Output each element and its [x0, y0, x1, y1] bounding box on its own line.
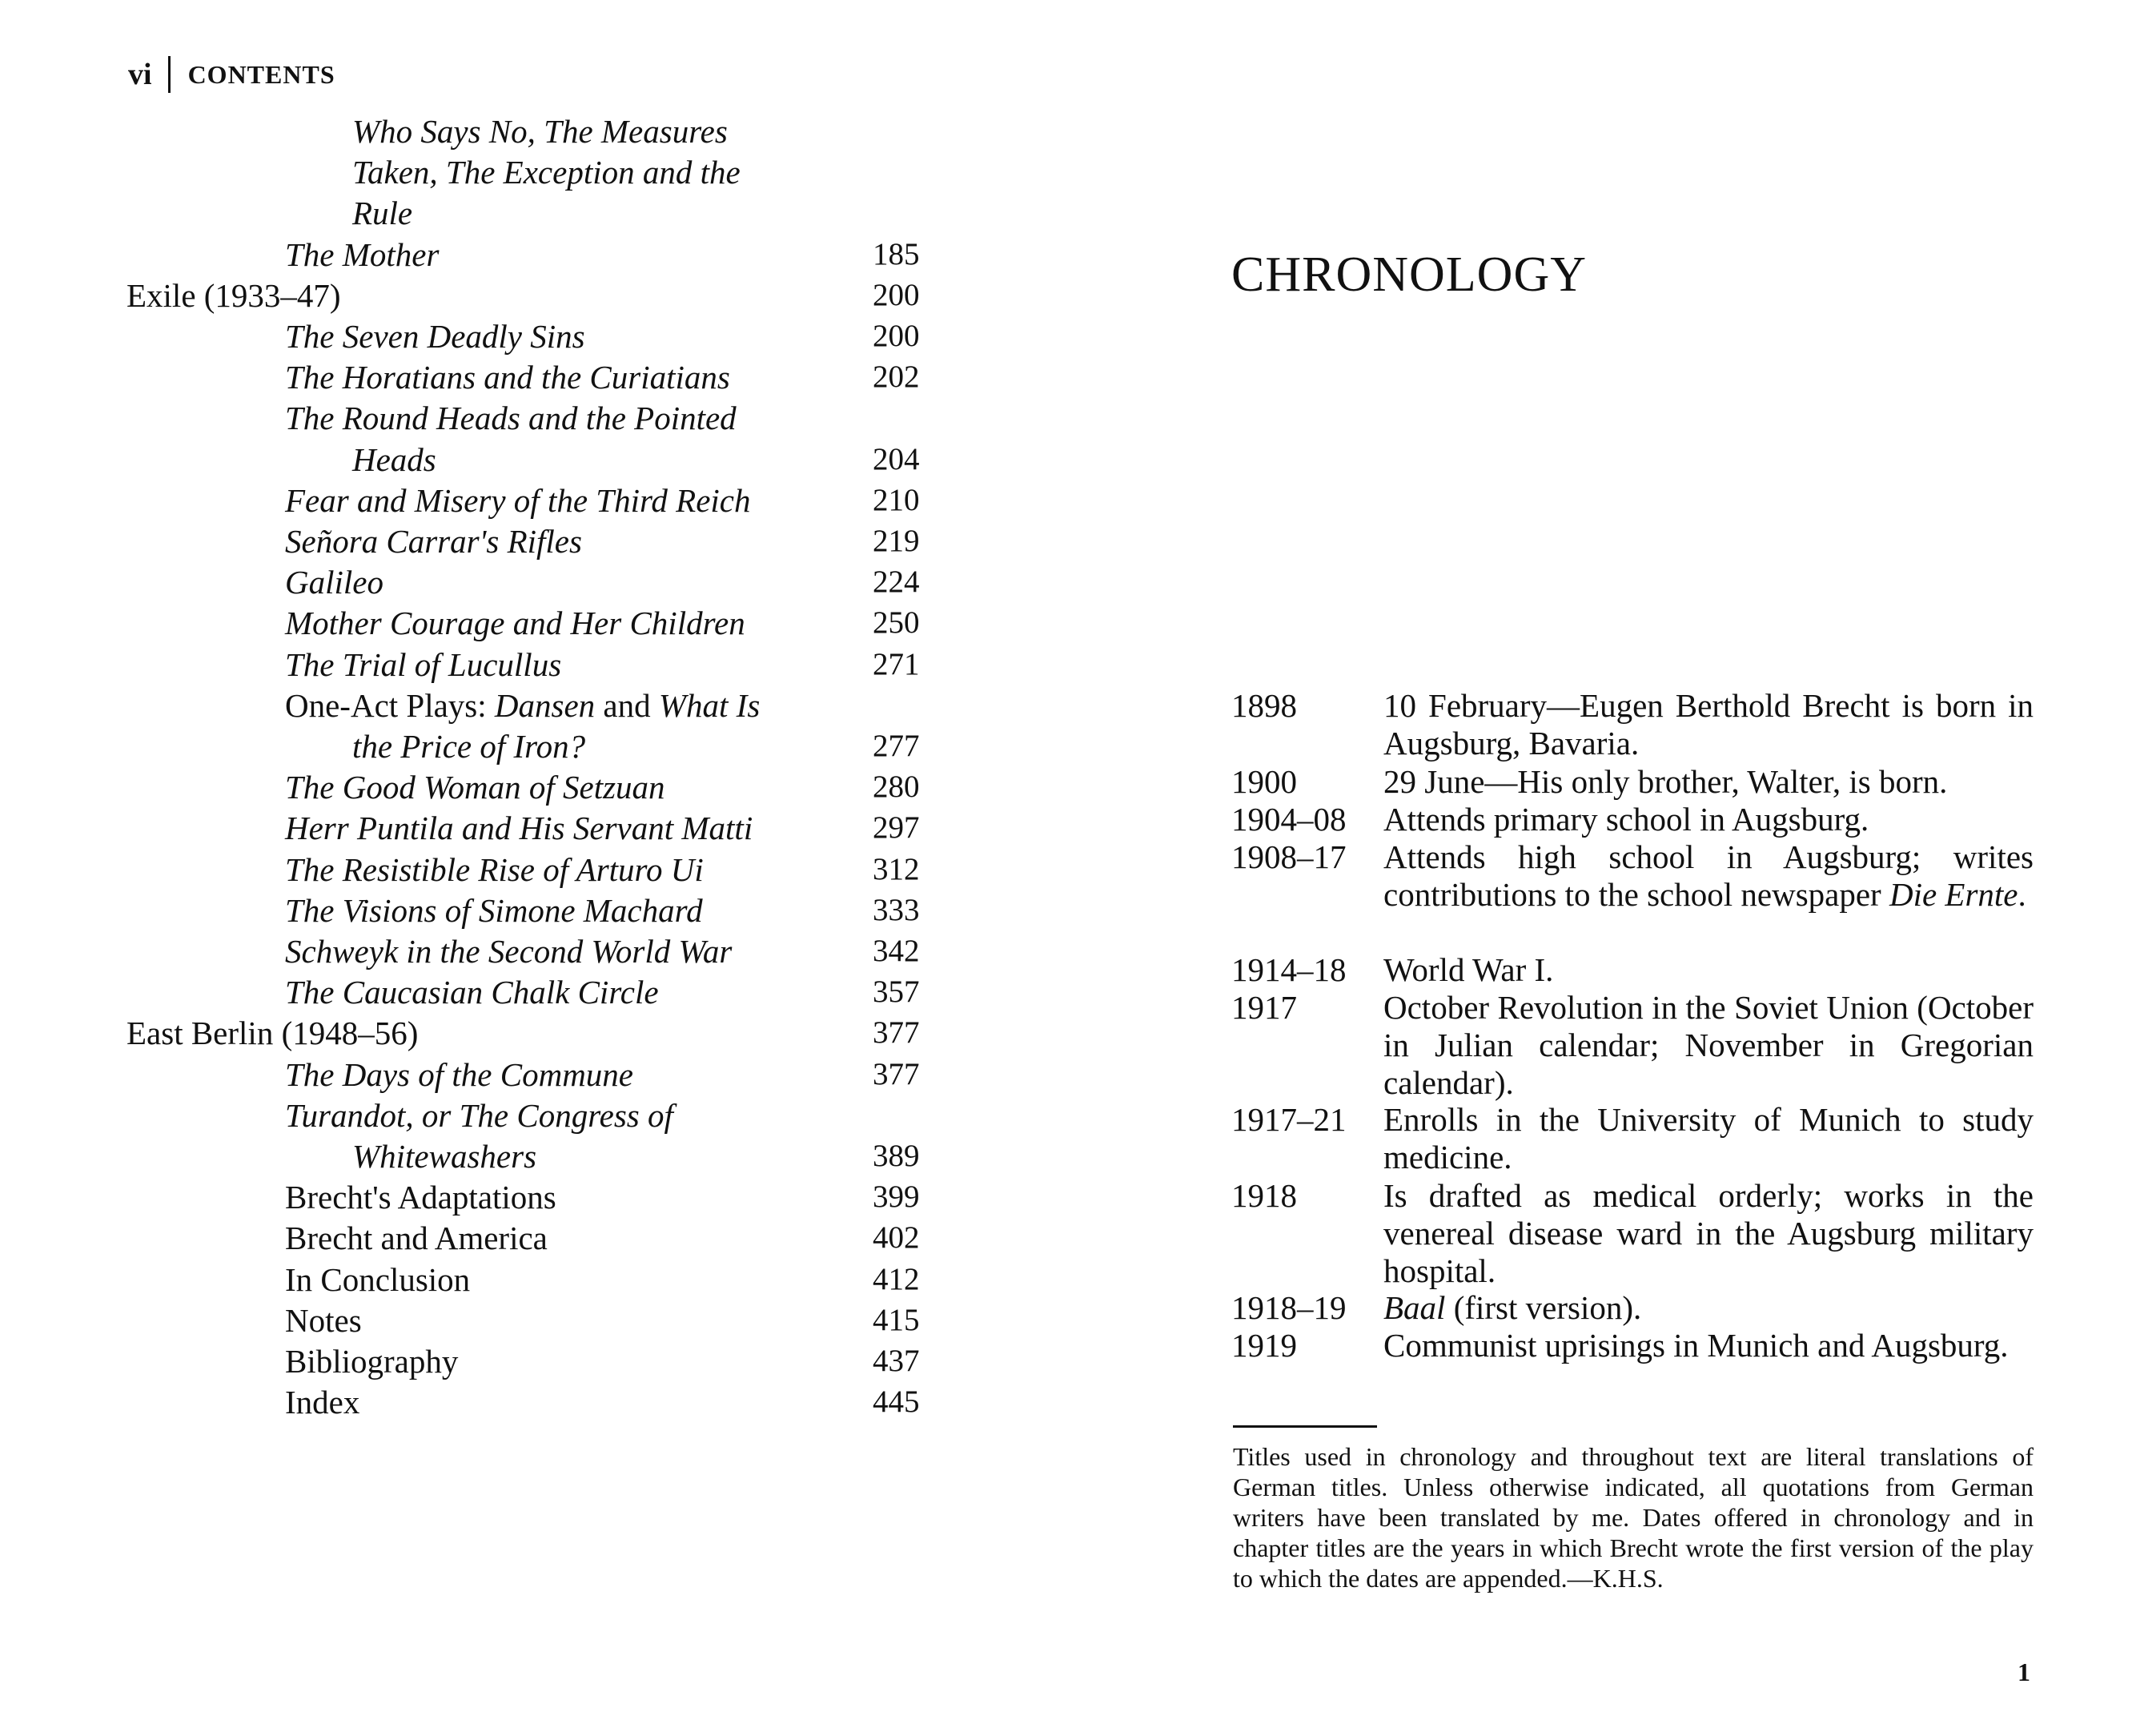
text-segment: Die Ernte	[1889, 876, 2018, 913]
contents-entry-title	[352, 725, 585, 767]
text-segment: October Revolution in the Soviet Union (October in Julian calendar; November in Gregorian calendar).	[1383, 989, 2034, 1101]
contents-entry-page: 297	[873, 810, 920, 845]
running-head-divider	[168, 56, 171, 93]
contents-entry-title	[352, 439, 436, 480]
contents-entry-title	[285, 1217, 548, 1259]
contents-entry-page: 219	[873, 524, 920, 558]
chronology-event	[1383, 951, 2034, 989]
contents-entry	[0, 602, 1068, 644]
text-segment: In Conclusion	[285, 1261, 471, 1298]
contents-entry	[0, 1217, 1068, 1259]
chronology-year: 1919	[1231, 1327, 1297, 1364]
contents-entry-title	[285, 971, 659, 1013]
contents-entry-page: 185	[873, 237, 920, 271]
text-segment: The Visions of Simone Machard	[285, 892, 703, 929]
contents-entry-title	[285, 1095, 673, 1136]
contents-entry-page: 333	[873, 893, 920, 927]
footnote: Titles used in chronology and throughout text are literal translations of German titles. Unless otherwise indicated, all quotations from German writers have been translated by me. Dates offered in chronology and in chapter titles are the years in which Brecht wrote the first version of the play to which the dates are appended.—K.H.S.	[1233, 1442, 2034, 1593]
text-segment: Señora Carrar's Rifles	[285, 523, 582, 560]
text-segment: The Resistible Rise of Arturo Ui	[285, 851, 704, 888]
contents-entry-title	[285, 849, 704, 890]
contents-entry-title	[126, 1012, 418, 1054]
text-segment: Whitewashers	[352, 1138, 537, 1175]
text-segment: Dansen	[494, 687, 596, 724]
text-segment: Exile (1933–47)	[126, 277, 341, 314]
text-segment: One-Act Plays:	[285, 687, 495, 724]
contents-entry-title	[285, 1300, 362, 1341]
contents-entry-title	[285, 315, 585, 357]
text-segment: Rule	[352, 195, 413, 231]
contents-entry	[0, 1340, 1068, 1382]
chronology-event	[1383, 687, 2034, 762]
contents-entry	[0, 1054, 1068, 1095]
contents-entry-title	[285, 520, 582, 562]
chronology-year: 1918–19	[1231, 1289, 1347, 1326]
text-segment: The Days of the Commune	[285, 1056, 634, 1093]
contents-entry	[0, 849, 1068, 890]
chronology-year: 1918	[1231, 1177, 1297, 1214]
text-segment: and	[595, 687, 659, 724]
contents-entry	[0, 275, 1068, 316]
contents-entry-title	[352, 1135, 536, 1177]
contents-entry-title	[285, 1259, 470, 1300]
chronology-year: 1917	[1231, 989, 1297, 1026]
contents-entry-page: 200	[873, 319, 920, 353]
text-segment: Mother Courage and Her Children	[285, 605, 745, 641]
text-segment: Attends primary school in Augsburg.	[1383, 801, 1869, 838]
contents-entry-page: 377	[873, 1015, 920, 1050]
text-segment: 10 February—Eugen Berthold Brecht is born in Augsburg, Bavaria.	[1383, 687, 2034, 762]
running-head-title: CONTENTS	[187, 59, 335, 89]
contents-entry	[0, 1012, 1068, 1054]
contents-entry-page: 415	[873, 1303, 920, 1337]
contents-entry	[0, 725, 1068, 767]
chronology-year: 1917–21	[1231, 1101, 1347, 1138]
chronology-year: 1908–17	[1231, 838, 1347, 875]
text-segment: the Price of Iron?	[352, 728, 586, 765]
text-segment: Fear and Misery of the Third Reich	[285, 482, 751, 519]
text-segment: Brecht and America	[285, 1220, 548, 1256]
contents-entry-page: 399	[873, 1179, 920, 1214]
contents-entry	[0, 766, 1068, 808]
contents-entry-page: 402	[873, 1220, 920, 1255]
text-segment: East Berlin (1948–56)	[126, 1015, 419, 1051]
text-segment: Index	[285, 1384, 360, 1421]
text-segment: Turandot, or The Congress of	[285, 1097, 673, 1134]
contents-entry-title	[285, 766, 665, 808]
contents-entry-title	[285, 930, 732, 972]
contents-entry-page: 277	[873, 729, 920, 763]
contents-entry-title	[285, 890, 703, 931]
text-segment: Attends high school in Augsburg; writes contributions to the school newspaper	[1383, 838, 2034, 913]
contents-entry-title	[285, 356, 730, 398]
chronology-event	[1383, 838, 2034, 914]
contents-entry	[0, 234, 1068, 275]
text-segment: The Seven Deadly Sins	[285, 318, 585, 355]
contents-entry	[0, 192, 1068, 234]
contents-entry	[0, 1095, 1068, 1136]
chronology-year: 1898	[1231, 687, 1297, 724]
contents-entry	[0, 561, 1068, 603]
chronology-event	[1383, 1101, 2034, 1176]
contents-entry-title	[126, 275, 341, 316]
chronology-event	[1383, 1289, 2034, 1327]
text-segment: The Horatians and the Curiatians	[285, 359, 730, 396]
contents-entry-title	[285, 1340, 458, 1382]
chronology-year: 1900	[1231, 763, 1297, 800]
text-segment: (first version).	[1445, 1289, 1642, 1326]
chronology-event	[1383, 989, 2034, 1102]
text-segment: What Is	[658, 687, 761, 724]
text-segment: .	[2018, 876, 2026, 913]
text-segment: Baal	[1383, 1289, 1446, 1326]
text-segment: Is drafted as medical orderly; works in the venereal disease ward in the Augsburg military hospital.	[1383, 1177, 2034, 1289]
text-segment: Brecht's Adaptations	[285, 1179, 556, 1216]
contents-entry-title	[352, 192, 412, 234]
contents-entry-title	[285, 1054, 633, 1095]
chronology-event	[1383, 763, 2034, 801]
contents-entry-title	[285, 807, 753, 849]
contents-entry-title	[352, 151, 741, 193]
contents-entry-page: 250	[873, 605, 920, 640]
text-segment: The Caucasian Chalk Circle	[285, 974, 659, 1011]
contents-entry-title	[352, 111, 728, 152]
contents-entry-title	[285, 685, 760, 726]
text-segment: The Round Heads and the Pointed	[285, 400, 737, 436]
chronology-year: 1914–18	[1231, 951, 1347, 988]
contents-entry	[0, 439, 1068, 480]
contents-entry-title	[285, 234, 439, 275]
contents-entry	[0, 1135, 1068, 1177]
contents-entry	[0, 1176, 1068, 1218]
contents-entry-page: 280	[873, 770, 920, 804]
text-segment: World War I.	[1383, 951, 1554, 988]
contents-entry-page: 445	[873, 1384, 920, 1419]
chronology-event	[1383, 801, 2034, 838]
contents-entry	[0, 685, 1068, 726]
text-segment: Communist uprisings in Munich and Augsburg.	[1383, 1327, 2009, 1364]
contents-entry-page: 377	[873, 1057, 920, 1091]
contents-entry	[0, 930, 1068, 972]
contents-entry-title	[285, 480, 751, 521]
text-segment: The Good Woman of Setzuan	[285, 769, 665, 806]
contents-entry	[0, 356, 1068, 398]
chronology-event	[1383, 1327, 2034, 1364]
contents-entry	[0, 480, 1068, 521]
page-number-right: 1	[2018, 1658, 2030, 1686]
contents-entry	[0, 890, 1068, 931]
contents-entry	[0, 111, 1068, 152]
contents-entry-page: 210	[873, 483, 920, 517]
chronology-title: CHRONOLOGY	[1231, 247, 1587, 302]
contents-entry-page: 312	[873, 852, 920, 886]
contents-entry-title	[285, 1176, 556, 1218]
text-segment: The Mother	[285, 236, 440, 273]
contents-entry-page: 412	[873, 1262, 920, 1296]
contents-entry	[0, 1259, 1068, 1300]
contents-entry-page: 202	[873, 360, 920, 394]
text-segment: Taken, The Exception and the	[352, 154, 741, 191]
text-segment: Bibliography	[285, 1343, 459, 1380]
text-segment: Galileo	[285, 564, 383, 601]
text-segment: Enrolls in the University of Munich to study medicine.	[1383, 1101, 2034, 1175]
contents-entry	[0, 520, 1068, 562]
contents-entry-page: 271	[873, 647, 920, 681]
contents-entry	[0, 151, 1068, 193]
contents-entry-page: 389	[873, 1139, 920, 1173]
text-segment: Schweyk in the Second World War	[285, 933, 733, 970]
contents-entry-title	[285, 561, 383, 603]
chronology-year: 1904–08	[1231, 801, 1347, 838]
contents-entry-page: 224	[873, 565, 920, 599]
contents-entry	[0, 315, 1068, 357]
running-head	[128, 56, 335, 93]
contents-entry-page: 437	[873, 1344, 920, 1378]
contents-entry-title	[285, 644, 561, 685]
text-segment: Heads	[352, 441, 436, 478]
contents-entry-page: 200	[873, 278, 920, 312]
text-segment: Herr Puntila and His Servant Matti	[285, 810, 753, 846]
contents-entry-page: 342	[873, 934, 920, 968]
contents-entry	[0, 644, 1068, 685]
contents-entry	[0, 971, 1068, 1013]
text-segment: Who Says No, The Measures	[352, 113, 728, 150]
contents-entry	[0, 807, 1068, 849]
page-number-left: vi	[128, 58, 152, 91]
footnote-rule	[1233, 1425, 1377, 1428]
contents-entry-title	[285, 602, 745, 644]
contents-entry	[0, 1381, 1068, 1423]
contents-entry-page: 357	[873, 974, 920, 1009]
contents-entry-page: 204	[873, 442, 920, 476]
contents-entry-title	[285, 1381, 359, 1423]
contents-entry	[0, 1300, 1068, 1341]
text-segment: The Trial of Lucullus	[285, 646, 562, 683]
contents-entry	[0, 397, 1068, 439]
text-segment: 29 June—His only brother, Walter, is born.	[1383, 763, 1948, 800]
chronology-event	[1383, 1177, 2034, 1290]
text-segment: Notes	[285, 1302, 362, 1339]
contents-entry-title	[285, 397, 737, 439]
